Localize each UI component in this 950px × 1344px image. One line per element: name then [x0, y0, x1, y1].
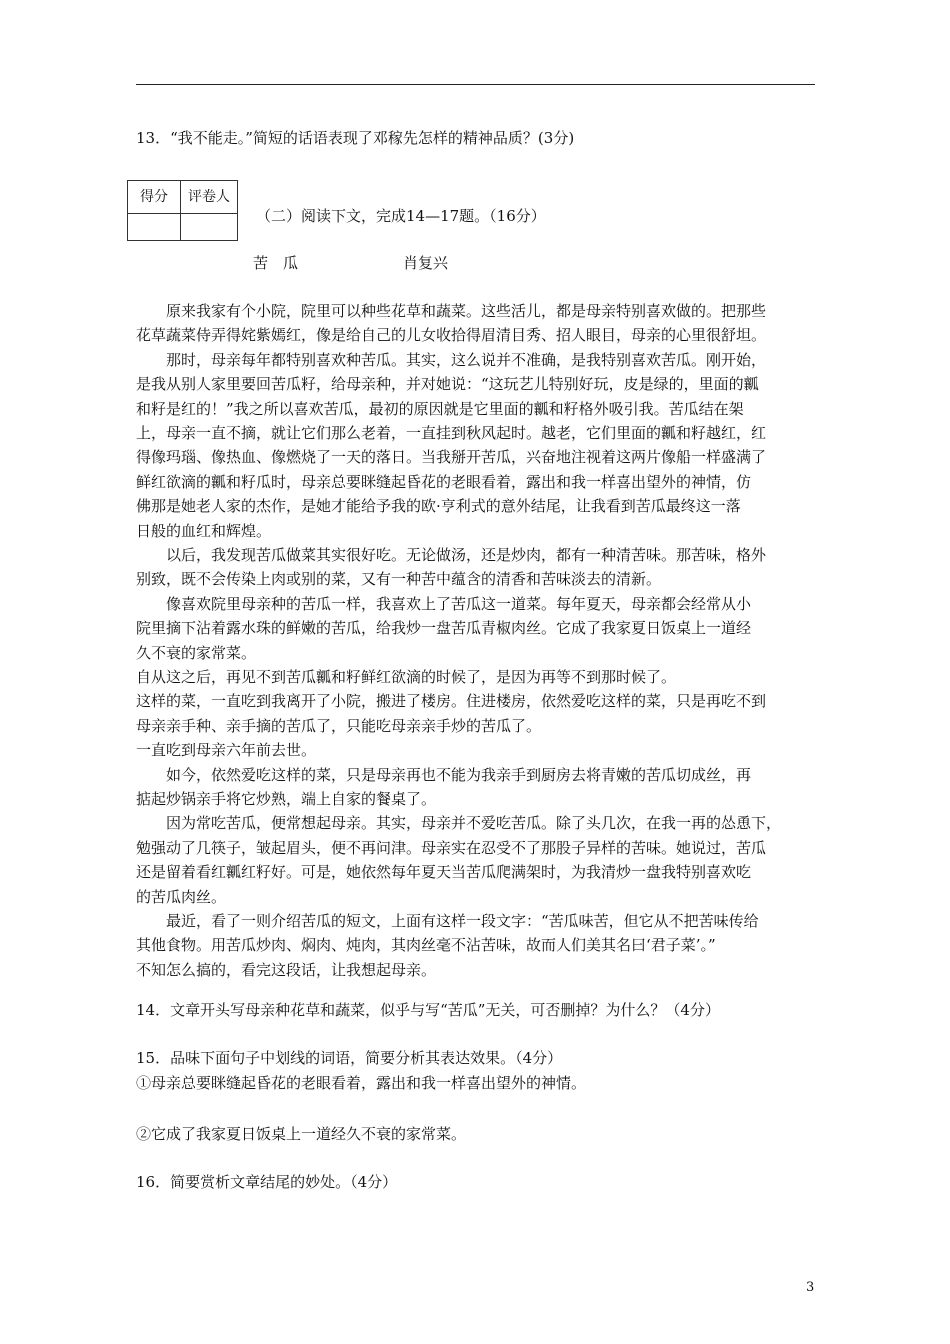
article-line: 花草蔬菜侍弄得姹紫嫣红，像是给自己的儿女收拾得眉清目秀、招人眼目，母亲的心里很舒坦。: [136, 326, 767, 345]
article-line: 因为常吃苦瓜，便常想起母亲。其实，母亲并不爱吃苦瓜。除了头几次，在我一再的怂恿下，: [166, 814, 782, 833]
article-title: 苦 瓜: [253, 254, 299, 272]
article-line: 鲜红欲滴的瓤和籽瓜时，母亲总要眯缝起昏花的老眼看着，露出和我一样喜出望外的神情，仿: [136, 472, 752, 491]
article-line: 院里摘下沾着露水珠的鲜嫩的苦瓜，给我炒一盘苦瓜青椒肉丝。它成了我家夏日饭桌上一道经: [136, 619, 752, 638]
section-heading: （二）阅读下文，完成14—17题。（16分）: [256, 207, 546, 225]
article-line: 和籽是红的！”我之所以喜欢苦瓜，最初的原因就是它里面的瓤和籽格外吸引我。苦瓜结在架: [136, 399, 744, 418]
article-line: 如今，依然爱吃这样的菜，只是母亲再也不能为我亲手到厨房去将青嫩的苦瓜切成丝，再: [166, 765, 752, 784]
article-line: 像喜欢院里母亲种的苦瓜一样，我喜欢上了苦瓜这一道菜。每年夏天，母亲都会经常从小: [166, 594, 752, 613]
article-line: 日般的血红和辉煌。: [136, 521, 272, 540]
article-line: 掂起炒锅亲手将它炒熟，端上自家的餐桌了。: [136, 790, 437, 808]
article-line: 母亲亲手种、亲手摘的苦瓜了，只能吃母亲亲手炒的苦瓜了。: [136, 716, 542, 735]
article-line: 上，母亲一直不摘，就让它们那么老着，一直挂到秋风起时。越老，它们里面的瓤和籽越红，红: [136, 424, 767, 442]
article-line: 勉强动了几筷子，皱起眉头，便不再问津。母亲实在忍受不了那股子异样的苦味。她说过，苦瓜: [136, 838, 767, 857]
article-author: 肖复兴: [403, 254, 449, 272]
article-line: 的苦瓜肉丝。: [136, 887, 227, 906]
question-16: 16．简要赏析文章结尾的妙处。（4分）: [136, 1173, 398, 1191]
article-line: 久不衰的家常菜。: [136, 643, 257, 662]
question-13: 13．“我不能走。”简短的话语表现了邓稼先怎样的精神品质？(3分): [136, 129, 575, 147]
article-line: 一直吃到母亲六年前去世。: [136, 741, 317, 760]
article-line: 是我从别人家里要回苦瓜籽，给母亲种，并对她说：“这玩艺儿特别好玩，皮是绿的，里面的瓤: [136, 375, 759, 394]
article-line: 别致，既不会传染上肉或别的菜，又有一种苦中蕴含的清香和苦味淡去的清新。: [136, 570, 662, 589]
article-line: 那时，母亲每年都特别喜欢种苦瓜。其实，这么说并不准确，是我特别喜欢苦瓜。刚开始，: [166, 350, 767, 369]
grader-cell[interactable]: [181, 214, 238, 241]
article-line: 其他食物。用苦瓜炒肉、焖肉、炖肉，其肉丝毫不沾苦味，故而人们美其名曰‘君子菜’。”: [136, 936, 716, 955]
article-line: 以后，我发现苦瓜做菜其实很好吃。无论做汤，还是炒肉，都有一种清苦味。那苦味，格外: [166, 546, 767, 564]
article-line: 最近，看了一则介绍苦瓜的短文，上面有这样一段文字：“苦瓜味苦，但它从不把苦味传给: [166, 912, 759, 930]
grader-label: 评卷人: [181, 181, 238, 214]
question-15-sentence-1: ①母亲总要眯缝起昏花的老眼看着，露出和我一样喜出望外的神情。: [136, 1074, 587, 1092]
article-line: 得像玛瑙、像热血、像燃烧了一天的落日。当我掰开苦瓜，兴奋地注视着这两片像船一样盛满了: [136, 448, 767, 467]
article-line: 还是留着看红瓤红籽好。可是，她依然每年夏天当苦瓜爬满架时，为我清炒一盘我特别喜欢吃: [136, 863, 752, 882]
header-rule: [136, 84, 815, 85]
score-label: 得分: [128, 181, 181, 214]
question-14: 14．文章开头写母亲种花草和蔬菜，似乎与写“苦瓜”无关，可否删掉？为什么？（4分）: [136, 1001, 720, 1019]
score-cell[interactable]: [128, 214, 181, 241]
article-line: 原来我家有个小院，院里可以种些花草和蔬菜。这些活儿，都是母亲特别喜欢做的。把那些: [166, 302, 767, 320]
article-line: 这样的菜，一直吃到我离开了小院，搬进了楼房。住进楼房，依然爱吃这样的菜，只是再吃不到: [136, 692, 767, 711]
page-number: 3: [806, 1280, 815, 1295]
article-line: 自从这之后，再见不到苦瓜瓤和籽鲜红欲滴的时候了，是因为再等不到那时候了。: [136, 668, 677, 686]
score-table: [127, 180, 238, 241]
question-15-sentence-2: ②它成了我家夏日饭桌上一道经久不衰的家常菜。: [136, 1125, 467, 1143]
article-line: 佛那是她老人家的杰作，是她才能给予我的欧·亨利式的意外结尾，让我看到苦瓜最终这一落: [136, 497, 741, 516]
question-15: 15．品味下面句子中划线的词语，简要分析其表达效果。（4分）: [136, 1049, 563, 1067]
article-line: 不知怎么搞的，看完这段话，让我想起母亲。: [136, 960, 437, 979]
